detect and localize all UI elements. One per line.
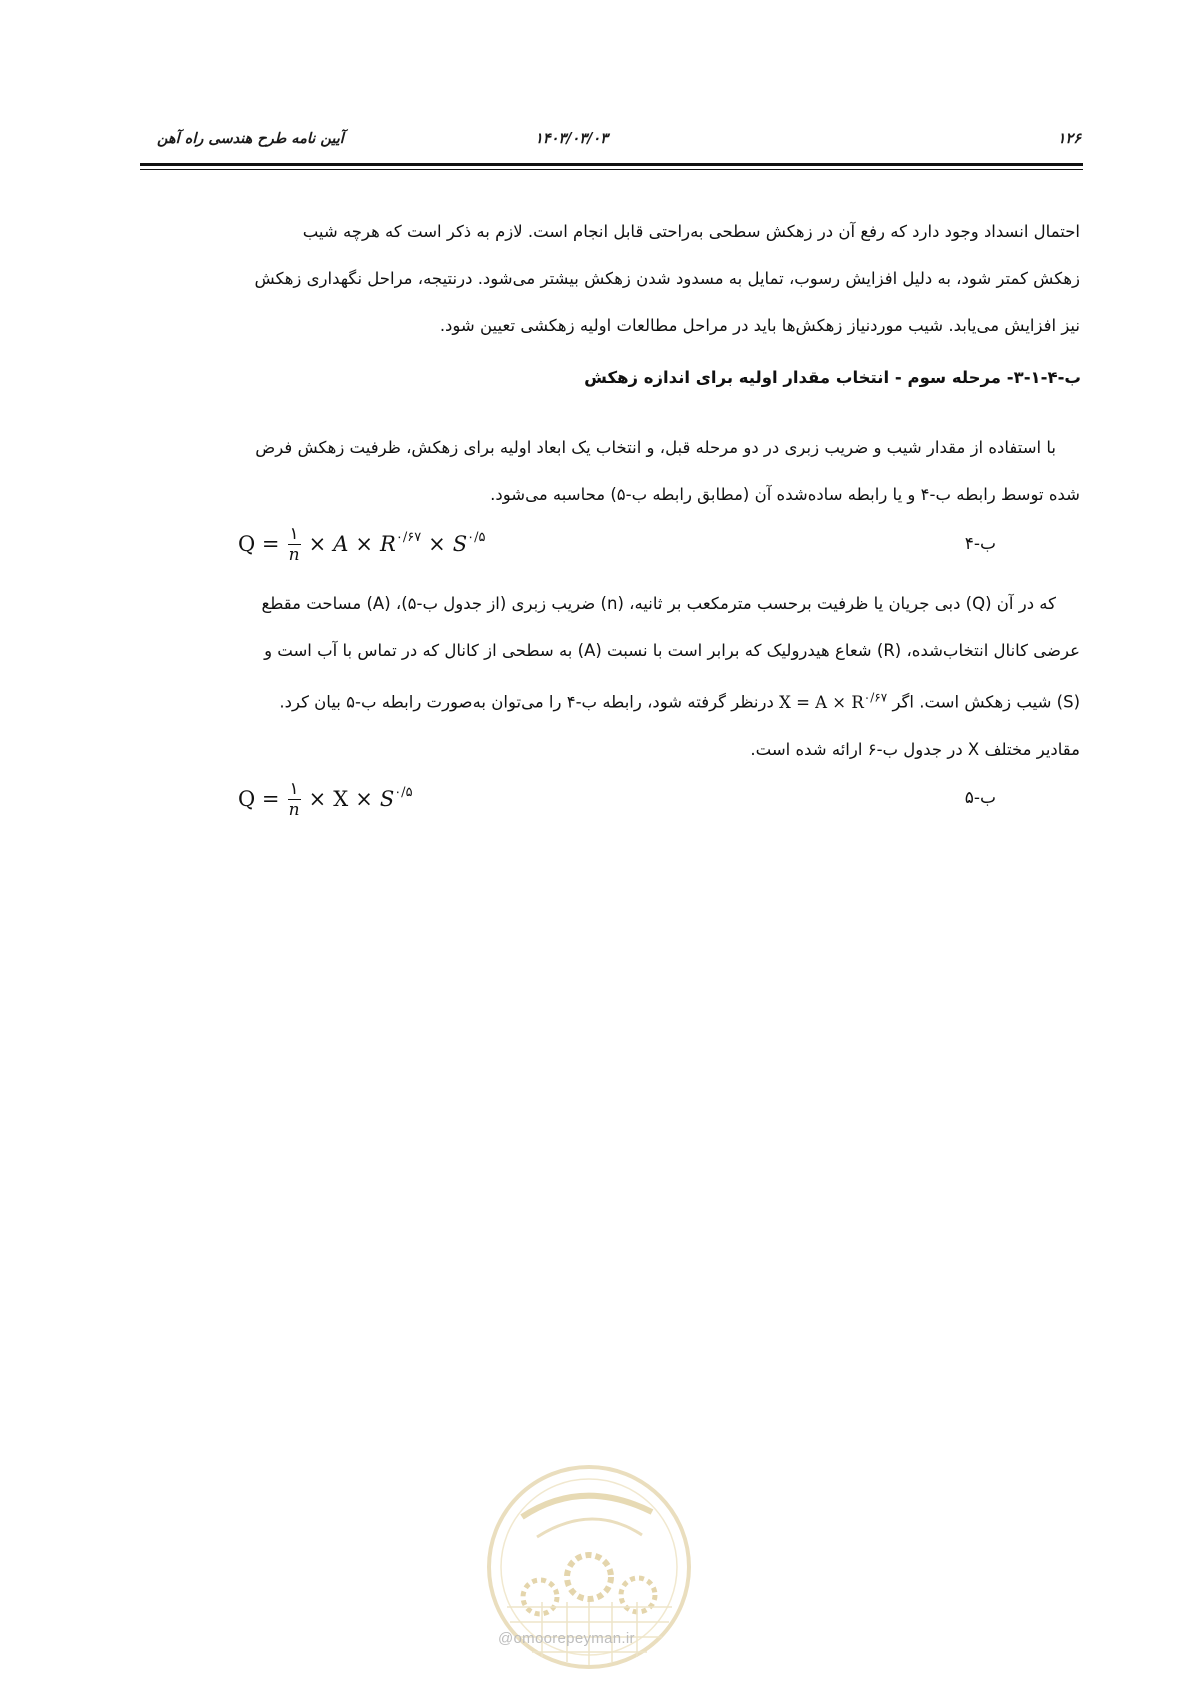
page-number: ۱۲۶ bbox=[1057, 130, 1081, 147]
fraction-denominator: n bbox=[288, 799, 300, 820]
fraction-numerator: ۱ bbox=[289, 778, 299, 799]
paragraph-line: شده توسط رابطه ب-۴ و یا رابطه ساده‌شده آن (مطابق رابطه ب-۵) محاسبه می‌شود. bbox=[490, 485, 1080, 504]
header-rule-thick bbox=[140, 163, 1083, 166]
equation-number-b4: ب-۴ bbox=[964, 534, 996, 554]
paragraph-line: زهکش کمتر شود، به دلیل افزایش رسوب، تمایل به مسدود شدن زهکش بیشتر می‌شود. درنتیجه، مراحل نگهداری زهکش bbox=[254, 269, 1080, 288]
watermark-url: @omoorepeyman.ir bbox=[498, 1630, 635, 1647]
paragraph-line: عرضی کانال انتخاب‌شده، (R) شعاع هیدرولیک که برابر است با نسبت (A) به سطحی از کانال که در تماس با آب است و bbox=[264, 641, 1080, 660]
paragraph-line: مقادیر مختلف X در جدول ب-۶ ارائه شده است. bbox=[750, 739, 1080, 759]
times-sign: × bbox=[308, 532, 327, 556]
equation-number-b5: ب-۵ bbox=[964, 788, 996, 808]
header-title: آیین نامه طرح هندسی راه آهن bbox=[157, 130, 344, 147]
paragraph-2 bbox=[142, 424, 1080, 518]
paragraph-line: نیز افزایش می‌یابد. شیب موردنیاز زهکش‌ها باید در مراحل مطالعات اولیه زهکشی تعیین شود. bbox=[439, 316, 1080, 335]
fraction-numerator: ۱ bbox=[289, 523, 299, 544]
header-rule-thin bbox=[140, 169, 1083, 170]
inline-formula: X = A × R bbox=[779, 692, 864, 712]
fraction-denominator: n bbox=[288, 544, 300, 565]
times-sign: × bbox=[428, 532, 446, 556]
variable-x: X bbox=[333, 787, 349, 811]
fraction bbox=[288, 524, 301, 565]
times-sign: × bbox=[355, 532, 374, 556]
equation-b4 bbox=[238, 515, 493, 573]
paragraph-3 bbox=[142, 580, 1080, 773]
paragraph-line: احتمال انسداد وجود دارد که رفع آن در زهکش سطحی به‌راحتی قابل انجام است. لازم به ذکر است که هرچه شیب bbox=[302, 222, 1080, 241]
paragraph-1 bbox=[142, 208, 1080, 349]
watermark-logo-icon bbox=[482, 1457, 697, 1697]
variable-r: R bbox=[380, 532, 396, 556]
exponent-r: ۰/۶۷ bbox=[395, 530, 422, 545]
variable-s: S bbox=[452, 532, 468, 556]
header-date: ۱۴۰۳/۰۳/۰۳ bbox=[535, 130, 608, 147]
section-heading: ب-۴-۱-۳- مرحله سوم - انتخاب مقدار اولیه برای اندازه زهکش bbox=[584, 368, 1081, 387]
paragraph-line: با استفاده از مقدار شیب و ضریب زبری در دو مرحله قبل، و انتخاب یک ابعاد اولیه برای زهکش، ظرفیت زهکش فرض bbox=[255, 438, 1056, 457]
paragraph-line: که در آن (Q) دبی جریان یا ظرفیت برحسب مترمکعب بر ثانیه، (n) ضریب زبری (از جدول ب-۵)، (A) مساحت مقطع bbox=[261, 594, 1056, 613]
times-sign: × bbox=[355, 787, 373, 811]
exponent-s: ۰/۵ bbox=[394, 785, 413, 800]
paragraph-line: (S) شیب زهکش است. اگر $X = A \times R^{۰/۶۷}$ درنظر گرفته شود، رابطه ب-۴ را می‌توان به‌صورت رابطه ب-۵ بیان کرد. bbox=[279, 690, 1080, 712]
equation-b5 bbox=[238, 770, 420, 828]
inline-formula-exponent: ۰/۶۷ bbox=[863, 690, 888, 704]
equation-lhs: Q = bbox=[238, 787, 280, 811]
times-sign: × bbox=[308, 787, 327, 811]
variable-s: S bbox=[379, 787, 395, 811]
fraction bbox=[288, 779, 301, 820]
exponent-s: ۰/۵ bbox=[467, 530, 486, 545]
equation-lhs: Q = bbox=[238, 532, 280, 556]
variable-a: A bbox=[333, 532, 349, 556]
